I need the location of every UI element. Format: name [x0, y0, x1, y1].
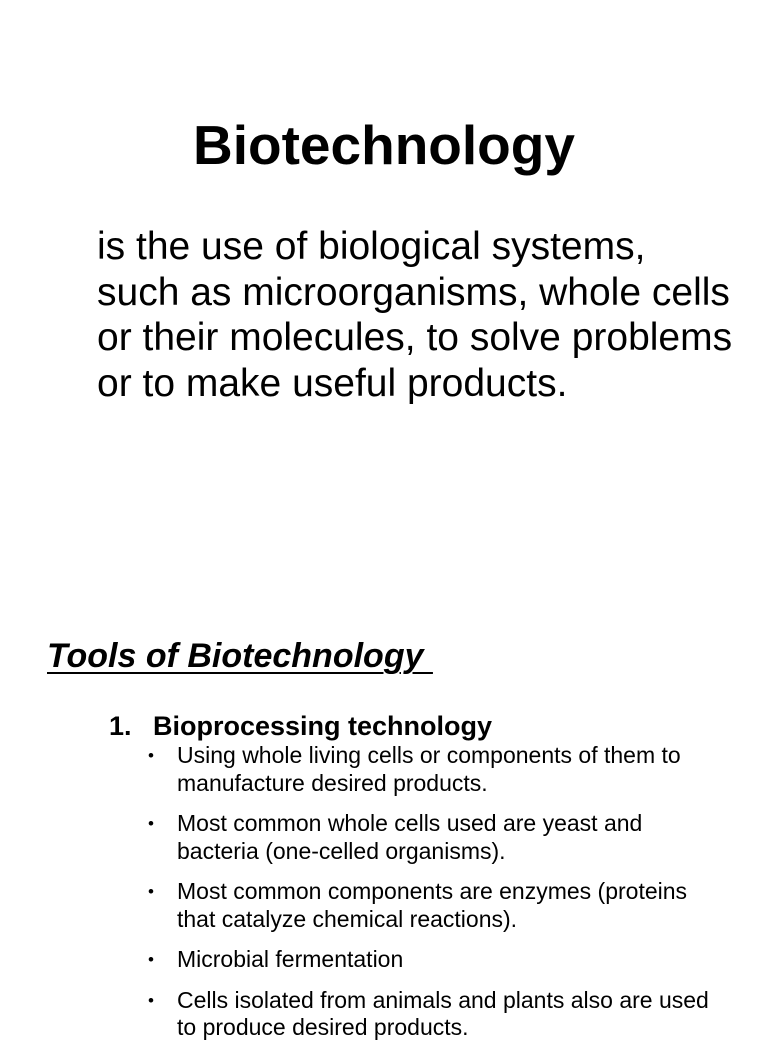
list-item: [0, 946, 768, 974]
section-title: Tools of Biotechnology: [47, 637, 433, 675]
bullet-text: Most common components are enzymes (proteins that catalyze chemical reactions).: [177, 878, 688, 932]
bullet-icon: •: [148, 882, 154, 901]
bullet-icon: •: [148, 990, 154, 1010]
bullet-icon: •: [148, 814, 154, 833]
bullet-text: Microbial fermentation: [177, 946, 404, 972]
definition-text: is the use of biological systems, such as microorganisms, whole cells or their molecules, to solve problems or to make useful products.: [97, 225, 733, 405]
slide-title: Biotechnology: [193, 114, 575, 176]
bullet-text: Most common whole cells used are yeast and bacteria (one-celled organisms).: [177, 810, 643, 864]
bullet-text: Using whole living cells or components of them to manufacture desired products.: [177, 742, 681, 796]
bullet-icon: •: [148, 746, 154, 765]
item-number: 1.: [109, 711, 132, 741]
list-item: [0, 987, 768, 1042]
list-item: [0, 742, 768, 797]
list-item: [0, 810, 768, 865]
list-item: [0, 878, 768, 933]
bullet-icon: •: [148, 950, 154, 969]
slide-tools-of-biotechnology: [0, 570, 768, 1040]
bullet-list: [0, 742, 768, 1055]
numbered-item: [109, 710, 492, 742]
bullet-text: Cells isolated from animals and plants also are used to produce desired products.: [177, 986, 709, 1040]
item-title: Bioprocessing technology: [153, 711, 493, 741]
